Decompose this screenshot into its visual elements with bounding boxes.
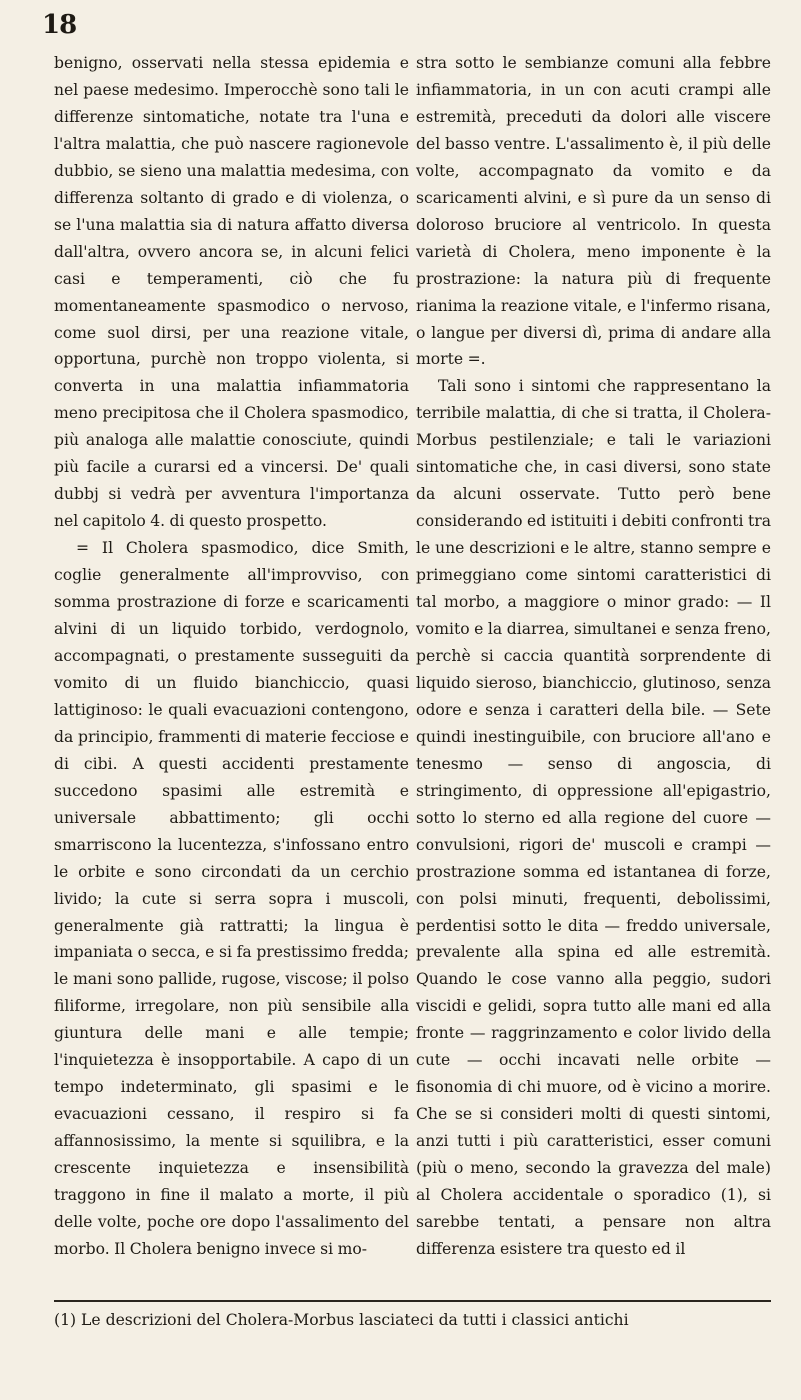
- left-paragraph-1: benigno, osservati nella stessa epidemia e nel paese medesimo. Imperocchè sono tali le differenze sintomatiche, notate tra l'una e l'altra malattia, che può nascere ragionevole dubbio, se sieno una malattia medesima, con differenza soltanto di grado e di violenza, o se l'una malattia sia di natura affatto diversa dall'altra, ovvero ancora se, in alcuni felici casi e temperamenti, ciò che fu momentaneamente spasmodico o nervoso, come suol dirsi, per una reazione vitale, opportuna, purchè non troppo violenta, si converta in una malattia infiammatoria meno precipitosa che il Cholera spasmodico, più analoga alle malattie conosciute, quindi più facile a curarsi ed a vincersi. De' quali dubbj si vedrà per avventura l'importanza nel capitolo 4. di questo prospetto.: [54, 54, 409, 531]
- right-column: [416, 50, 771, 1263]
- left-column: [54, 50, 409, 1263]
- footnote: (1) Le descrizioni del Cholera-Morbus lasciateci da tutti i classici antichi: [54, 1311, 629, 1329]
- left-paragraph-2: = Il Cholera spasmodico, dice Smith, coglie generalmente all'improvviso, con somma prostrazione di forze e scaricamenti alvini di un liquido torbido, verdognolo, accompagnati, o prestamente susseguiti da vomito di un fluido bianchiccio, quasi lattiginoso: le quali evacuazioni contengono, da principio, frammenti di materie fecciose e di cibi. A questi accidenti prestamente succedono spasimi alle estremità e universale abbattimento; gli occhi smarriscono la lucentezza, s'infossano entro le orbite e sono circondati da un cerchio livido; la cute si serra sopra i muscoli, generalmente già rattratti; la lingua è impaniata o secca, e si fa prestissimo fredda; le mani sono pallide, rugose, viscose; il polso filiforme, irregolare, non più sensibile alla giuntura delle mani e alle tempie; l'inquietezza è insopportabile. A capo di un tempo indeterminato, gli spasimi e le evacuazioni cessano, il respiro si fa affannosissimo, la mente si squilibra, e la crescente inquietezza e insensibilità traggono in fine il malato a morte, il più delle volte, poche ore dopo l'assalimento del morbo. Il Cholera benigno invece si mo-: [54, 539, 409, 1258]
- right-paragraph-1: stra sotto le sembianze comuni alla febbre infiammatoria, in un con acuti crampi alle estremità, preceduti da dolori alle viscere del basso ventre. L'assalimento è, il più delle volte, accompagnato da vomito e da scaricamenti alvini, e sì pure da un senso di doloroso bruciore al ventricolo. In questa varietà di Cholera, meno imponente è la prostrazione: la natura più di frequente rianima la reazione vitale, e l'infermo risana, o langue per diversi dì, prima di andare alla morte =.: [416, 54, 771, 369]
- page-number: 18: [42, 10, 77, 40]
- footnote-divider: [54, 1300, 771, 1302]
- right-paragraph-2: Tali sono i sintomi che rappresentano la terribile malattia, di che si tratta, il Cholera-Morbus pestilenziale; e tali le variazioni sintomatiche che, in casi diversi, sono state da alcuni osservate. Tutto però bene considerando ed istituiti i debiti confronti tra le une descrizioni e le altre, stanno sempre e primeggiano come sintomi caratteristici di tal morbo, a maggiore o minor grado: — Il vomito e la diarrea, simultanei e senza freno, perchè si caccia quantità sorprendente di liquido sieroso, bianchiccio, glutinoso, senza odore e senza i caratteri della bile. — Sete quindi inestinguibile, con bruciore all'ano e tenesmo — senso di angoscia, di stringimento, di oppressione all'epigastrio, sotto lo sterno ed alla regione del cuore — convulsioni, rigori de' muscoli e crampi — prostrazione somma ed istantanea di forze, con polsi minuti, frequenti, debolissimi, perdentisi sotto le dita — freddo universale, prevalente alla spina ed alle estremità. Quando le cose vanno alla peggio, sudori viscidi e gelidi, sopra tutto alle mani ed alla fronte — raggrinzamento e color livido della cute — occhi incavati nelle orbite — fisonomia di chi muore, od è vicino a morire. Che se si consideri molti di questi sintomi, anzi tutti i più caratteristici, esser comuni (più o meno, secondo la gravezza del male) al Cholera accidentale o sporadico (1), si sarebbe tentati, a pensare non altra differenza esistere tra questo ed il: [416, 377, 771, 1258]
